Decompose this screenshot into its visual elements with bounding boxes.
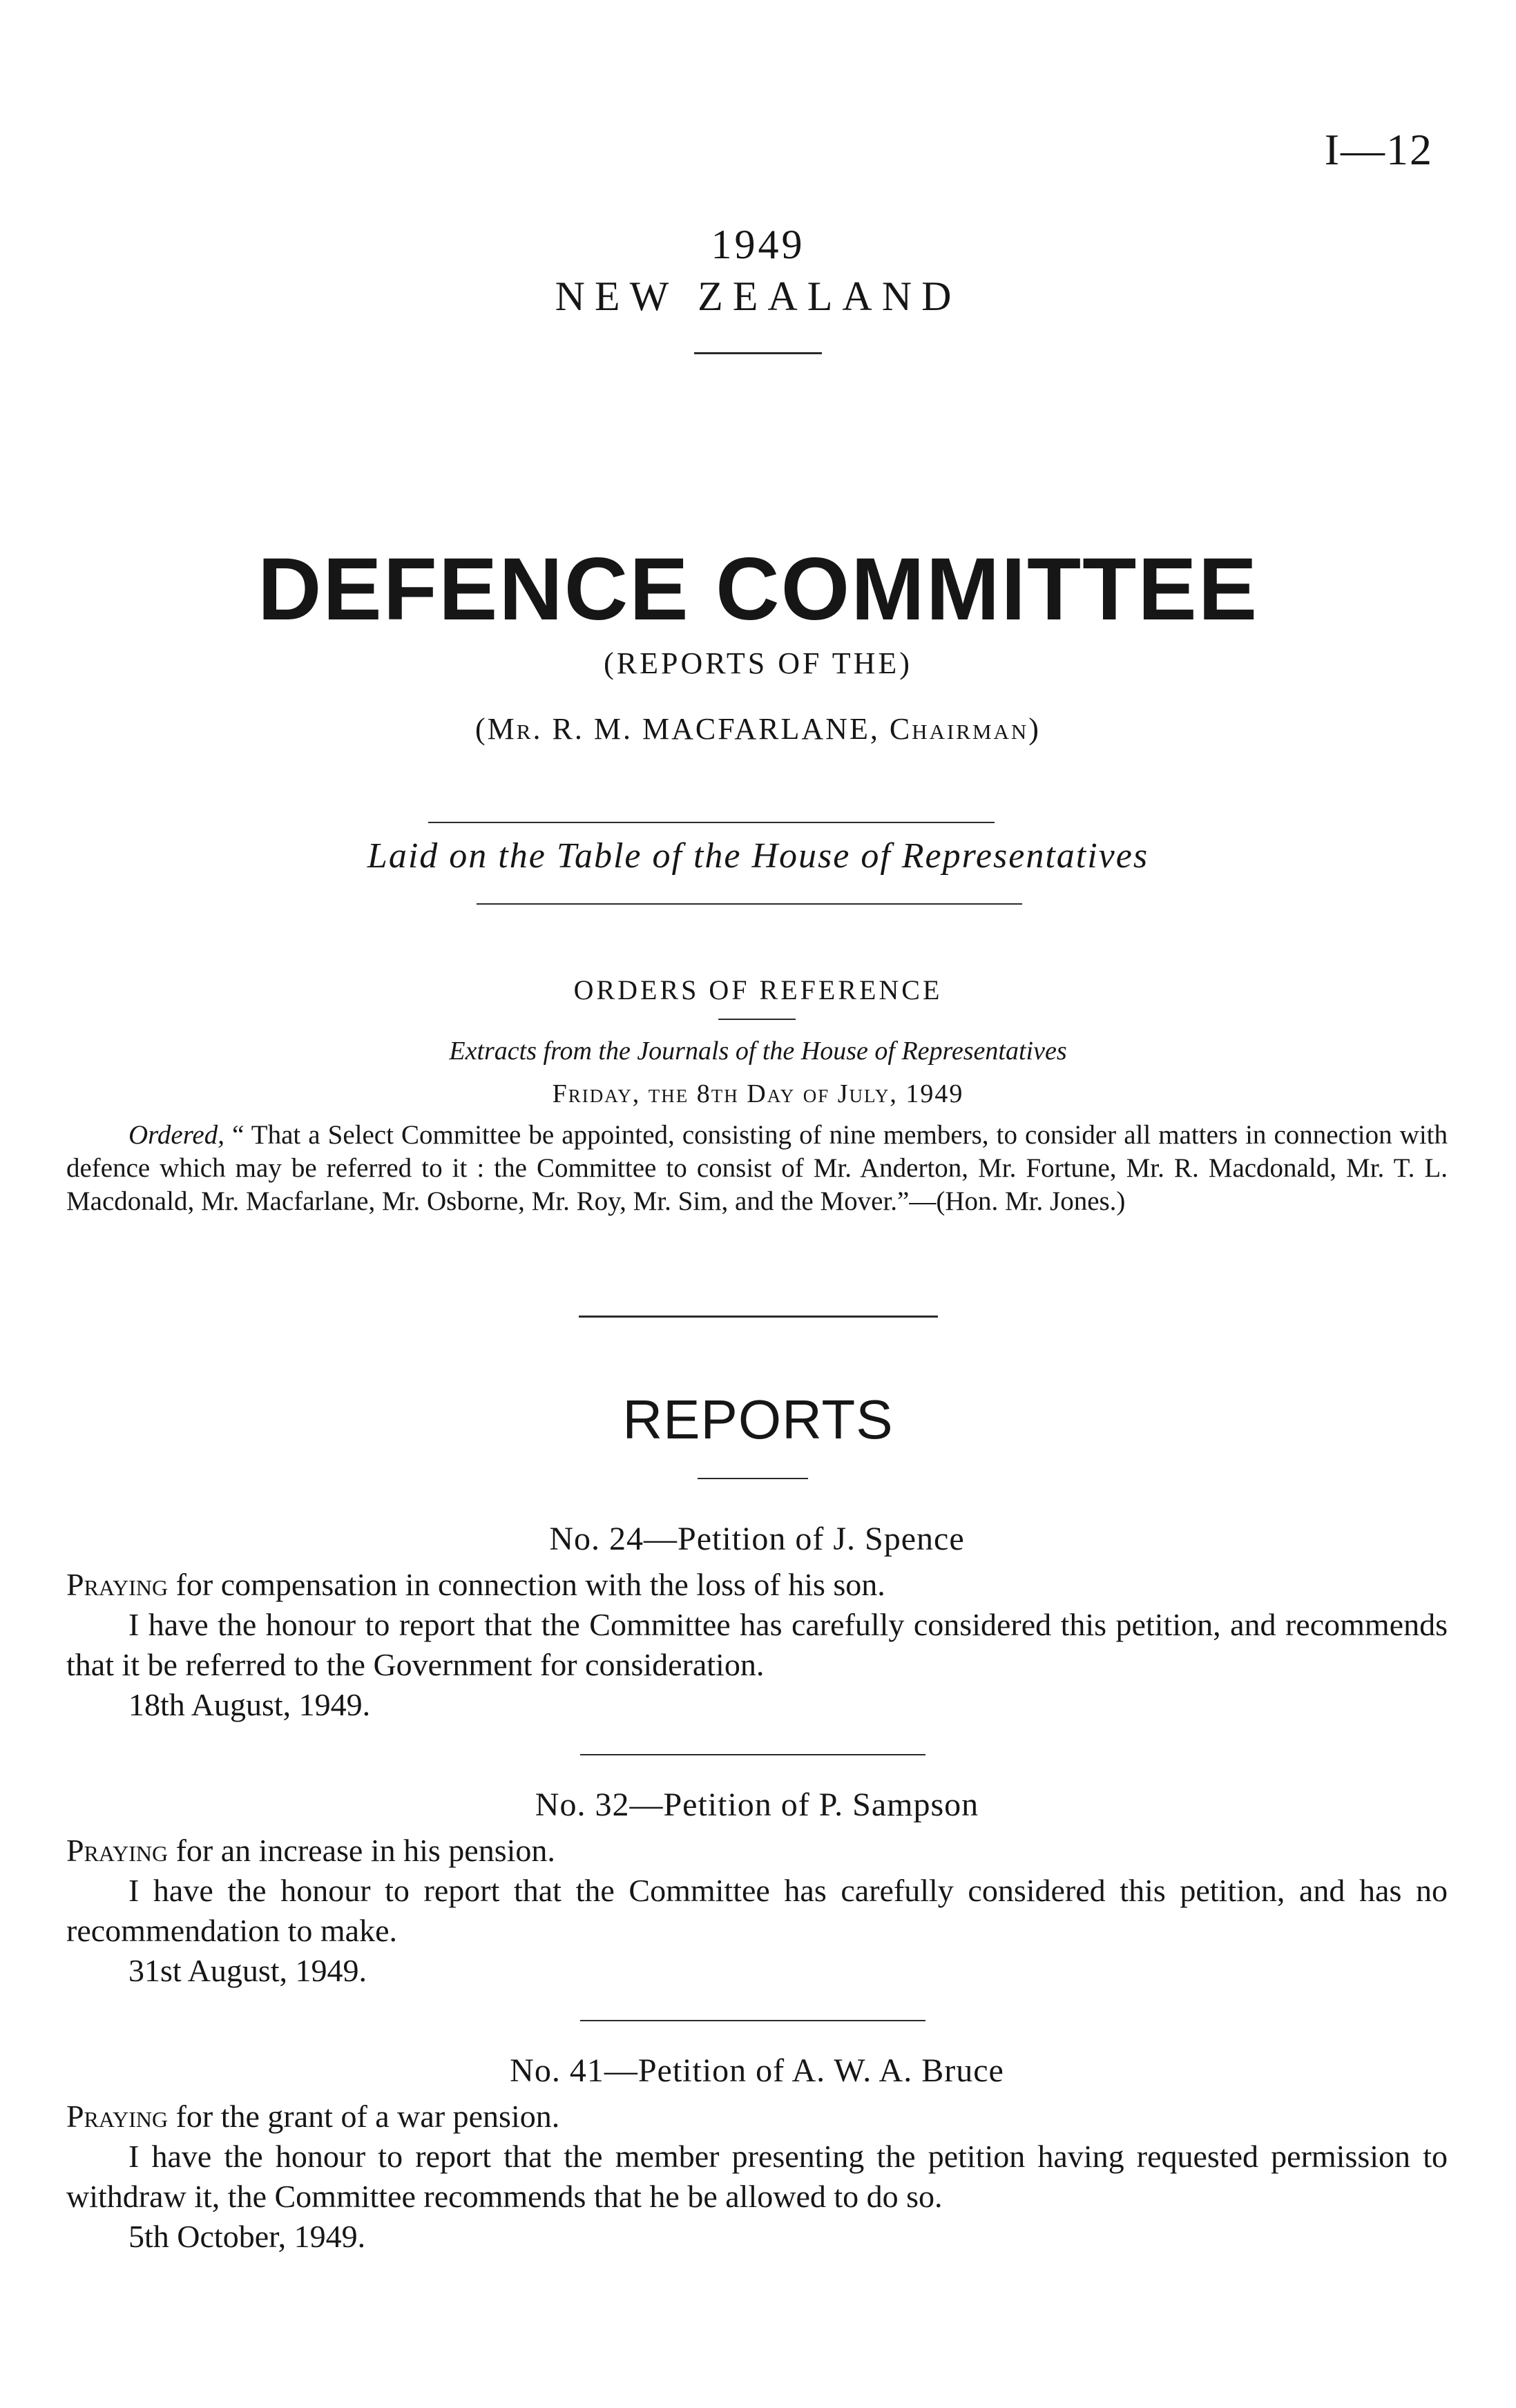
petition-praying: [66, 2097, 1448, 2137]
divider: [580, 2020, 925, 2021]
praying-text: for the grant of a war pension.: [175, 2099, 560, 2134]
praying-text: for compensation in connection with the loss of his son.: [175, 1567, 885, 1602]
reports-heading: REPORTS: [622, 1389, 894, 1450]
ordered-text: “ That a Select Committee be appointed, consisting of nine members, to consider all matters in connection with defence which may be referred to it : the Committee to consist of Mr. Anderton, Mr. Fortune, Mr. R. Macdonald, Mr. T. L. Macdonald, Mr. Macfarlane, Mr. Osborne, Mr. Roy, Mr. Sim, and the Mover.”—(Hon. Mr. Jones.): [66, 1120, 1448, 1216]
divider: [694, 352, 822, 354]
praying-text: for an increase in his pension.: [175, 1833, 555, 1868]
divider: [477, 903, 1022, 905]
petition-heading: No. 32—Petition of P. Sampson: [535, 1786, 979, 1823]
country-name: NEW ZEALAND: [555, 273, 961, 319]
chairman-line: (Mr. R. M. MACFARLANE, Chairman): [475, 712, 1041, 746]
petition-entry: [66, 1519, 1448, 1725]
petition-date: 18th August, 1949.: [128, 1687, 371, 1722]
petition-date: 31st August, 1949.: [128, 1953, 367, 1988]
laid-on-table-line: Laid on the Table of the House of Representatives: [367, 836, 1149, 876]
petition-heading: No. 24—Petition of J. Spence: [549, 1521, 965, 1557]
orders-of-reference-heading: ORDERS OF REFERENCE: [573, 974, 943, 1005]
divider: [428, 822, 995, 823]
ordered-label: Ordered,: [128, 1120, 224, 1150]
divider: [718, 1019, 796, 1020]
petition-report: I have the honour to report that the member presenting the petition having requested permission to withdraw it, the Committee recommends that he be allowed to do so.: [66, 2139, 1448, 2214]
extracts-line: Extracts from the Journals of the House of Representatives: [449, 1037, 1067, 1066]
document-year: 1949: [711, 222, 805, 267]
petition-entry: [66, 2051, 1448, 2257]
petition-heading: No. 41—Petition of A. W. A. Bruce: [510, 2052, 1004, 2089]
document-subtitle: (REPORTS OF THE): [604, 646, 912, 680]
order-date: Friday, the 8th Day of July, 1949: [552, 1079, 964, 1108]
praying-label: Praying: [66, 2099, 169, 2134]
page-reference: I—12: [1324, 125, 1433, 174]
order-paragraph: [66, 1119, 1448, 1218]
petition-entry: [66, 1785, 1448, 1991]
petition-report: I have the honour to report that the Committee has carefully considered this petition, and has no recommendation to make.: [66, 1873, 1448, 1948]
divider: [580, 1754, 925, 1755]
praying-label: Praying: [66, 1567, 169, 1602]
divider: [579, 1316, 938, 1318]
petition-praying: [66, 1831, 1448, 1871]
praying-label: Praying: [66, 1833, 169, 1868]
petition-date: 5th October, 1949.: [128, 2219, 366, 2254]
petition-praying: [66, 1565, 1448, 1605]
divider: [698, 1478, 808, 1479]
document-title: DEFENCE COMMITTEE: [257, 540, 1259, 639]
petition-report: I have the honour to report that the Committee has carefully considered this petition, and recommends that it be referred to the Government for consideration.: [66, 1607, 1448, 1682]
